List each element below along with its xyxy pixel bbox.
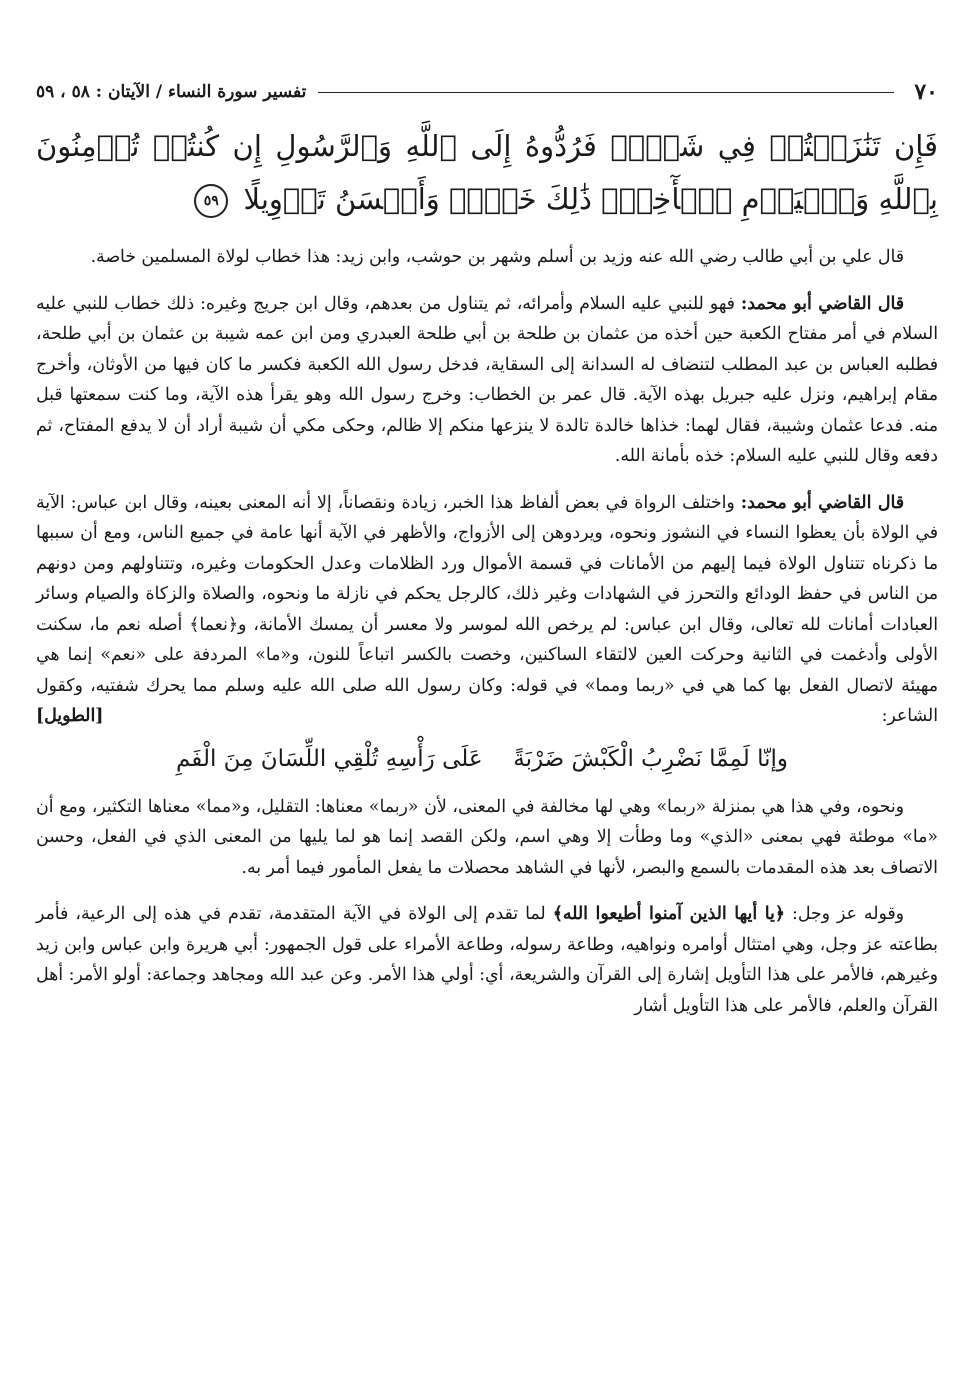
second-hemistich: عَلَى رَأْسِهِ تُلْقِي اللِّسَانَ مِنَ الْفَمِ: [176, 745, 483, 772]
paragraph-text: ونحوه، وفي هذا هي بمنزلة «ربما» وهي لها مخالفة في المعنى، لأن «ربما» معناها: التقليل، و«مما» معناها التكثير، ومع أن «ما» موطئة فهي بمعنى «الذي» وما وطأت إلا وهي اسم، ولكن القصد إنما هو لما يليها من المعنى الذي في الفعل، وحسن الاتصاف بعد هذه المقدمات بالسمع والبصر، لأنها في الشاهد محصلات ما يفعل المأمور فيما أمر به.: [36, 796, 938, 878]
paragraph-lead: قال القاضي أبو محمد:: [740, 492, 904, 513]
paragraph-text: لما تقدم إلى الولاة في الآية المتقدمة، تقدم في هذه إلى الرعية، فأمر بطاعته عز وجل، وهي امتثال أوامره ونواهيه، وطاعة رسوله، وطاعة الأمراء على قول الجمهور: أبي هريرة وابن عباس وابن زيد وغيرهم، فالأمر على هذا التأويل إشارة إلى القرآن والشريعة، أي: أولي هذا الأمر. وعن عبد الله ومجاهد وجماعة: أولو الأمر: أهل القرآن والعلم، فالأمر على هذا التأويل أشار: [36, 904, 938, 1016]
paragraph-lead: قال القاضي أبو محمد:: [740, 293, 904, 314]
paragraph-text: قال علي بن أبي طالب رضي الله عنه وزيد بن أسلم وشهر بن حوشب، وابن زيد: هذا خطاب لولاة المسلمين خاصة.: [90, 247, 904, 267]
first-hemistich: وإنّا لَمِمَّا نَضْرِبُ الْكَبْشَ ضَرْبَةً: [513, 745, 788, 772]
commentary-paragraph-3: [36, 488, 938, 732]
page-header: [36, 74, 938, 110]
paragraph-prefix: وقوله عز وجل:: [784, 904, 904, 924]
quoted-verse: ﴿يا أيها الذين آمنوا أطيعوا الله﴾: [552, 904, 785, 924]
verse-text: فَإِن تَنَٰزَعۡتُمۡ فِي شَيۡءٖ فَرُدُّوهُ إِلَى ٱللَّهِ وَٱلرَّسُولِ إِن كُنتُمۡ تُؤۡمِنُونَ بِٱللَّهِ وَٱلۡيَوۡمِ ٱلۡأٓخِرِۚ ذَٰلِكَ خَيۡرٞ وَأَحۡسَنُ تَأۡوِيلًا: [36, 129, 938, 216]
poetry-verse: [36, 732, 938, 792]
page-number: ٧٠: [914, 79, 938, 105]
commentary-paragraph-5: [36, 899, 938, 1021]
commentary-paragraph-2: [36, 289, 938, 472]
header-rule: [318, 92, 894, 93]
running-title: تفسير سورة النساء / الآيتان : ٥٨ ، ٥٩: [36, 82, 307, 102]
paragraph-text: فهو للنبي عليه السلام وأمرائه، ثم يتناول من بعدهم، وقال ابن جريج وغيره: ذلك خطاب للنبي عليه السلام في أمر مفتاح الكعبة حين أخذه من عثمان بن طلحة بن أبي طلحة العبدري ومن ابن عمه شيبة بن عثمان بن أبي طلحة، فطلبه العباس بن عبد المطلب لتنضاف له السدانة إلى السقاية، فدخل رسول الله الكعبة فكسر ما كان فيها من الأوثان، وأخرج مقام إبراهيم، ونزل عليه جبريل بهذه الآية. قال عمر بن الخطاب: وخرج رسول الله وهو يقرأ هذه الآية، وما كنت سمعتها قبل منه. فدعا عثمان وشيبة، فقال لهما: خذاها خالدة تالدة لا ينزعها منكم إلا ظالم، وحكى مكي أن شيبة أراد أن لا يدفع المفتاح، ثم دفعه وقال للنبي عليه السلام: خذه بأمانة الله.: [36, 293, 938, 466]
commentary-paragraph-4: [36, 792, 938, 884]
book-page: [36, 74, 938, 1021]
poetic-meter-label: [الطويل]: [36, 706, 104, 726]
quran-verse: [36, 120, 938, 226]
paragraph-text: واختلف الرواة في بعض ألفاظ هذا الخبر، زيادة ونقصاناً، إلا أنه المعنى بعينه، وقال ابن عباس: الآية في الولاة بأن يعظوا النساء في النشوز ونحوه، ويردوهن إلى الأزواج، والأظهر في الآية أنها عامة في جميع الناس، ومع أن سببها ما ذكرناه تتناول الولاة فيما إليهم من الأمانات في قسمة الأموال ورد الظلامات وعدل الحكومات وغيره، وتتناولهم ومن دونهم من الناس في حفظ الودائع والتحرز في الشهادات وغير ذلك، كالرجل يحكم في نازلة ما ونحوه، والصلاة والزكاة والصيام وسائر العبادات أمانات لله تعالى، وقال ابن عباس: لم يرخص الله لموسر ولا معسر أن يمسك الأمانة، و﴿نعما﴾ أصله نعم ما، سكنت الأولى وأدغمت في الثانية وحركت العين لالتقاء الساكنين، وخصت بالكسر اتباعاً للنون، و«ما» المردفة على «نعم» إنما هي مهيئة لاتصال الفعل بها كما هي في «ربما ومما» في قوله: وكان رسول الله صلى الله عليه وسلم مما يحرك شفتيه، وكقول الشاعر:: [36, 492, 938, 726]
commentary-paragraph-1: [36, 242, 938, 273]
ayah-number-marker: ٥٩: [194, 184, 228, 218]
